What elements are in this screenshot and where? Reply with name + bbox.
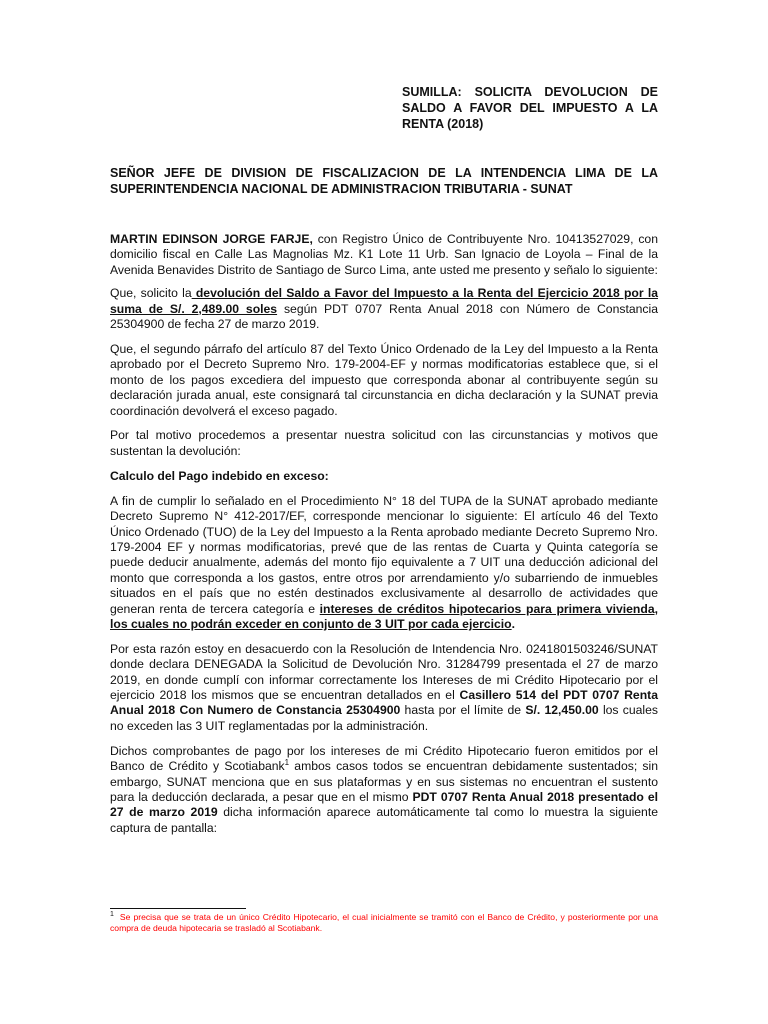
footnote-reference[interactable]: 1 [284,758,290,768]
paragraph-applicant [110,232,658,278]
section-heading: Calculo del Pago indebido en exceso: [110,468,329,483]
procedure-text: A fin de cumplir lo señalado en el Procedimiento N° 18 del TUPA de la SUNAT aprobado mediante Decreto Supremo N° 412-2017/EF, corresponde mencionar lo siguiente: El artículo 46 del Texto Único Ordenado (TUO) de la Ley del Impuesto a la Renta aprobado mediante Decreto Supremo Nro. 179-2004 EF y normas modificatorias, prevé que de las rentas de Cuarta y Quinta categoría se puede deducir anualmente, además del monto fijo equivalente a 7 UIT una deducción adicional del monto que corresponda a los gastos, entre otros por arrendamiento y/o subarriendo de inmuebles situados en el país que no estén destinados exclusivamente al desarrollo de actividades que generan renta de tercera categoría e [110,493,658,616]
casillero-reference: Casillero 514 del PDT 0707 Renta Anual 2018 Con Numero de Constancia 25304900 [110,688,658,718]
limit-text: hasta por el límite de [400,703,526,718]
procedure-period: . [511,616,516,631]
paragraph-receipts [110,744,658,836]
footnote-mark: 1 [110,911,114,919]
limit-amount: S/. 12,450.00 [525,703,599,718]
mortgage-interest-clause: intereses de créditos hipotecarios para primera vivienda, los cuales no podrán exceder en conjunto de 3 UIT por cada ejercicio [110,601,658,631]
addressee-heading: SEÑOR JEFE DE DIVISION DE FISCALIZACION DE LA INTENDENCIA LIMA DE LA SUPERINTENDENCIA NACIONAL DE ADMINISTRACION TRIBUTARIA - SUNAT [110,166,658,196]
request-details: según PDT 0707 Renta Anual 2018 con Número de Constancia 25304900 de fecha 27 de marzo 2019. [110,301,658,332]
disagreement-end: los cuales no exceden las 3 UIT reglamentadas por la administración. [110,703,658,733]
footnote [110,912,658,934]
sumilla-heading: SUMILLA: SOLICITA DEVOLUCION DE SALDO A FAVOR DEL IMPUESTO A LA RENTA (2018) [402,85,658,131]
footnote-text: Se precisa que se trata de un único Crédito Hipotecario, el cual inicialmente se tramitó con el Banco de Crédito, y posteriormente por una compra de deuda hipotecaria se trasladó al Scotiabank. [110,912,658,933]
disagreement-text: Por esta razón estoy en desacuerdo con la Resolución de Intendencia Nro. 0241801503246/SUNAT donde declara DENEGADA la Solicitud de Devolución Nro. 31284799 presentada el 27 de marzo 2019, en donde cumplí con informar correctamente los Intereses de mi Crédito Hipotecario por el ejercicio 2018 los mismos que se encuentran detallados en el [110,641,658,703]
footnote-divider [110,908,246,909]
applicant-name: MARTIN EDINSON JORGE FARJE, [110,232,313,246]
receipts-text: Dichos comprobantes de pago por los intereses de mi Crédito Hipotecario fueron emitidos por el Banco de Crédito y Scotiabank [110,743,658,774]
paragraph-disagreement [110,642,658,734]
receipts-end: dicha información aparece automáticamente tal como lo muestra la siguiente captura de pantalla: [110,805,658,835]
document-body [110,232,658,846]
request-amount: devolución del Saldo a Favor del Impuesto a la Renta del Ejercicio 2018 por la suma de S/. 2,489.00 soles [110,286,659,316]
request-intro: Que, solicito la [110,286,192,301]
applicant-details: con Registro Único de Contribuyente Nro. 10413527029, con domicilio fiscal en Calle Las Magnolias Mz. K1 Lote 11 Urb. San Ignacio de Loyola – Final de la Avenida Benavides Distrito de Santiago de Surco Lima, ante usted me presento y señalo lo siguiente: [110,232,658,277]
paragraph-legal-basis: Que, el segundo párrafo del artículo 87 del Texto Único Ordenado de la Ley del Impuesto a la Renta aprobado por el Decreto Supremo Nro. 179-2004-EF y normas modificatorias establece que, si el monto de los pagos excediera del impuesto que corresponda abonar al contribuyente según su declaración jurada anual, este consignará tal circunstancia en dicha declaración y la SUNAT previa coordinación devolverá el exceso pagado. [110,341,658,418]
paragraph-motive: Por tal motivo procedemos a presentar nuestra solicitud con las circunstancias y motivos que sustentan la devolución: [110,428,658,458]
pdt-reference: PDT 0707 Renta Anual 2018 presentado el 27 de marzo 2019 [110,790,658,820]
receipts-continued: ambos casos todos se encuentran debidamente sustentados; sin embargo, SUNAT menciona que en sus plataformas y en sus sistemas no encuentran el sustento para la deducción declarada, a pesar que en el mismo [110,759,659,804]
paragraph-procedure [110,494,658,633]
paragraph-request [110,286,658,332]
